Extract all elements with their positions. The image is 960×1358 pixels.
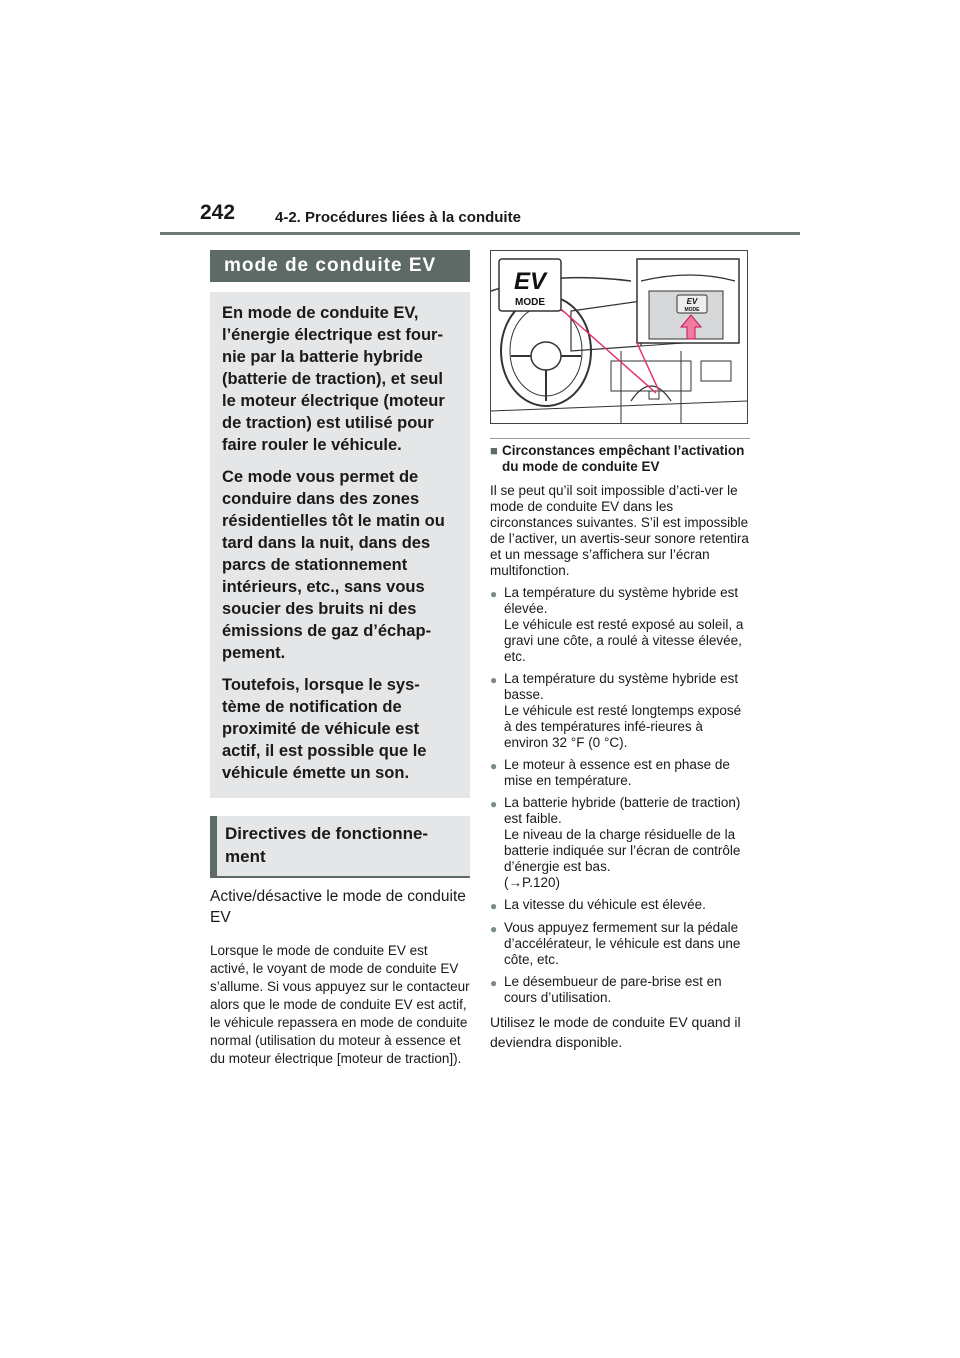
list-item <box>490 974 750 1006</box>
mode-label-small: MODE <box>684 307 700 313</box>
body-text: Lorsque le mode de conduite EV est activé, le voyant de mode de conduite EV s’allume. Si vous appuyez sur le contacteur alors que le mode de conduite EV est actif, le véhicule repassera en mode de conduite normal (utilisation du moteur à essence et du moteur électrique [moteur de traction]). <box>210 943 470 1066</box>
mode-label-large: MODE <box>515 297 545 308</box>
bullet-dot-icon: ● <box>490 587 498 601</box>
bullet-dot-icon: ● <box>490 797 498 811</box>
bullet-line: La température du système hybride est basse. <box>504 671 739 702</box>
bullet-line: Le véhicule est resté exposé au soleil, a gravi une côte, a roulé à vitesse élevée, etc. <box>504 617 744 664</box>
section-tab: mode de conduite EV <box>210 250 470 282</box>
intro-paragraph: Ce mode vous permet de conduire dans des zones résidentielles tôt le matin ou tard dans la nuit, dans des parcs de stationnement intérieurs, etc., sans vous soucier des bruits ni des émissions de gaz d’échap-pement. <box>222 468 445 662</box>
bullet-line: Le niveau de la charge résiduelle de la batterie indiquée sur l’écran de contrôle d’énergie est bas. <box>504 827 741 874</box>
subsection-heading: Directives de fonctionne-ment <box>210 816 470 876</box>
header-rule <box>160 232 800 235</box>
list-item <box>490 897 750 914</box>
list-item <box>490 920 750 968</box>
bullet-dot-icon: ● <box>490 976 498 990</box>
square-heading <box>490 443 750 475</box>
right-rule <box>490 438 750 439</box>
intro-paragraph: En mode de conduite EV, l’énergie électrique est four-nie par la batterie hybride (batterie de traction), et seul le moteur électrique (moteur de traction) est utilisé pour faire rouler le véhicule. <box>222 304 445 454</box>
intro-box <box>210 292 470 798</box>
condition-list <box>490 585 750 1006</box>
intro-paragraph: Toutefois, lorsque le sys-tème de notification de proximité de véhicule est actif, il est possible que le véhicule émette un son. <box>222 676 427 782</box>
dashboard-drawing <box>491 251 747 423</box>
ev-label-small: EV <box>686 297 698 306</box>
list-item <box>490 585 750 665</box>
bullet-dot-icon: ● <box>490 759 498 773</box>
bullet-line: La batterie hybride (batterie de traction) est faible. <box>504 795 741 826</box>
page-number: 242 <box>200 201 236 224</box>
subsection-rule <box>210 876 470 878</box>
bullet-line: Le véhicule est resté longtemps exposé à des températures infé-rieures à environ 32 °F (0 °C). <box>504 703 742 750</box>
list-item <box>490 671 750 751</box>
bullet-line: La température du système hybride est élevée. <box>504 585 739 616</box>
square-heading-text: Circonstances empêchant l’activation du mode de conduite EV <box>502 443 745 474</box>
page-reference: (→P.120) <box>504 875 561 890</box>
ev-label-large: EV <box>513 268 547 295</box>
bullet-dot-icon: ● <box>490 673 498 687</box>
bullet-line: Vous appuyez fermement sur la pédale d’accélérateur, le véhicule est dans une côte, etc. <box>504 920 741 967</box>
dashboard-illustration <box>490 250 748 424</box>
right-column <box>490 250 750 1052</box>
bullet-dot-icon: ● <box>490 922 498 936</box>
closing-text: Utilisez le mode de conduite EV quand il deviendra disponible. <box>490 1014 741 1050</box>
left-column <box>210 250 470 1068</box>
list-item <box>490 795 750 891</box>
section-heading: 4-2. Procédures liées à la conduite <box>275 209 521 226</box>
bullet-dot-icon: ● <box>490 899 498 913</box>
bullet-line: Le moteur à essence est en phase de mise en température. <box>504 757 730 788</box>
bullet-line: Le désembueur de pare-brise est en cours d’utilisation. <box>504 974 722 1005</box>
lead-text: Active/désactive le mode de conduite EV <box>210 888 466 926</box>
bullet-line: La vitesse du véhicule est élevée. <box>504 897 706 912</box>
intro-paragraph: Il se peut qu’il soit impossible d’acti-ver le mode de conduite EV dans les circonstances suivantes. S’il est impossible de l’activer, un avertis-seur sonore retentira et un message s’affichera sur l’écran multifonction. <box>490 483 749 578</box>
list-item <box>490 757 750 789</box>
square-bullet-icon: ■ <box>490 443 498 458</box>
